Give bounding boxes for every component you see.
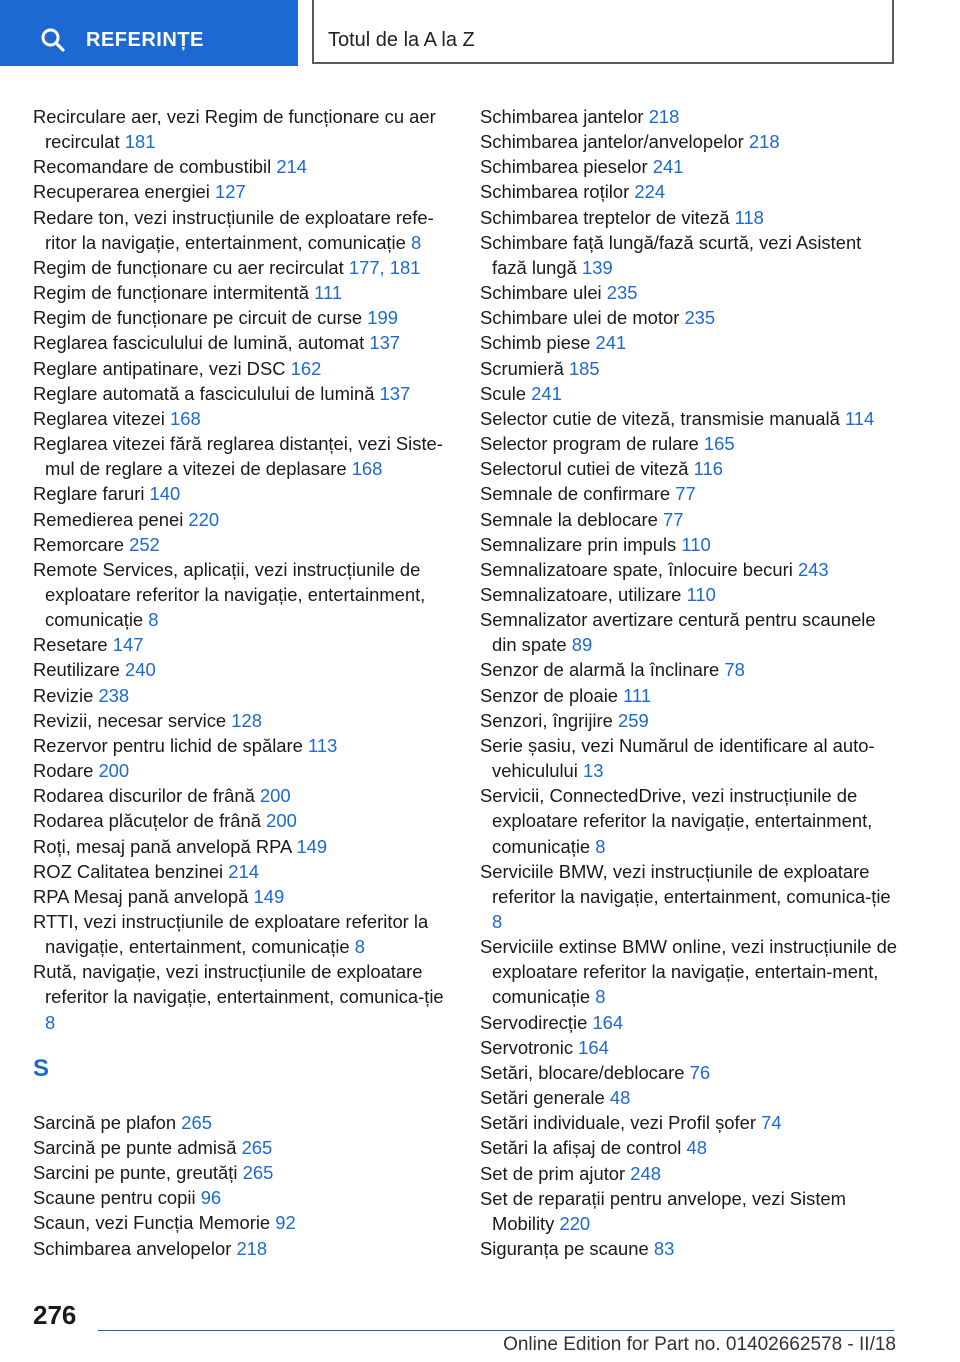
entry-term: Reglarea vitezei (33, 407, 165, 429)
index-entry (33, 305, 458, 330)
page-reference-link[interactable]: 164 (578, 1036, 609, 1058)
entry-term: Servicii, ConnectedDrive, vezi instrucțiunile de exploatare referitor la navigație, entertainment, comunicație (480, 785, 873, 857)
page-reference-link[interactable]: 8 (354, 936, 365, 958)
entry-term: Selector cutie de viteză, transmisie manuală (480, 407, 840, 429)
page-reference-link[interactable]: 164 (592, 1011, 624, 1033)
entry-term: Redare ton, vezi instrucțiunile de exploatare refe-ritor la navigație, entertainment, comunicație (33, 206, 434, 253)
index-entry (33, 381, 458, 406)
entry-term: Regim de funcționare pe circuit de curse (33, 307, 363, 329)
index-entry (33, 834, 458, 859)
index-entry (33, 431, 458, 481)
entry-term: Reglare faruri (33, 483, 145, 505)
index-entry (480, 859, 900, 934)
index-entry (480, 381, 900, 406)
entry-term: Siguranța pe scaune (480, 1238, 649, 1260)
index-entry (480, 683, 900, 708)
page-reference-link[interactable]: 114 (844, 407, 875, 429)
entry-term: Schimbare ulei de motor (480, 307, 680, 329)
page-reference-link[interactable]: 127 (215, 181, 246, 203)
index-entry (480, 657, 900, 682)
entry-term: Setări la afișaj de control (480, 1137, 682, 1159)
index-entry (480, 154, 900, 179)
page-reference-link[interactable]: 200 (266, 810, 297, 832)
entry-term: Rezervor pentru lichid de spălare (33, 734, 303, 756)
entry-term: Recomandare de combustibil (33, 156, 272, 178)
entry-term: Semnalizator avertizare centură pentru scaunele din spate (480, 609, 876, 656)
page-reference-link[interactable]: 48 (686, 1137, 707, 1159)
entry-term: Serviciile BMW, vezi instrucțiunile de exploatare referitor la navigație, entertainment, comunica-ție (480, 860, 891, 907)
entry-term: Reglarea fasciculului de lumină, automat (33, 332, 365, 354)
edition-note: Online Edition for Part no. 01402662578 - II/18 (503, 1334, 896, 1355)
header (0, 0, 960, 66)
index-entry (480, 1236, 900, 1261)
index-entry (33, 683, 458, 708)
index-entry (33, 1185, 458, 1210)
entry-term: Rodare (33, 760, 94, 782)
entry-term: Recirculare aer, vezi Regim de funcționare cu aer recirculat (33, 106, 436, 153)
page-reference-link[interactable]: 200 (259, 785, 291, 807)
entry-term: Schimbarea jantelor/anvelopelor (480, 131, 744, 153)
entry-term: Scaun, vezi Funcția Memorie (33, 1212, 271, 1234)
page-reference-link[interactable]: 13 (583, 760, 604, 782)
index-entry (33, 255, 458, 280)
entry-term: Schimbare ulei (480, 282, 602, 304)
entry-term: Rodarea discurilor de frână (33, 785, 255, 807)
entry-term: Semnalizare prin impuls (480, 533, 677, 555)
page-reference-link[interactable]: 243 (797, 558, 829, 580)
index-entry (480, 1161, 900, 1186)
index-entry (480, 532, 900, 557)
index-entry (480, 1010, 900, 1035)
index-column-left (33, 104, 458, 1261)
page-reference-link[interactable]: 181 (124, 131, 156, 153)
page-reference-link[interactable]: 259 (618, 709, 649, 731)
entries-s (33, 1110, 458, 1261)
page-number: 276 (33, 1300, 77, 1330)
entry-term: Reutilizare (33, 659, 120, 681)
page-reference-link[interactable]: 110 (686, 583, 716, 605)
index-entry (480, 733, 900, 783)
index-entry (480, 1186, 900, 1236)
page-reference-link[interactable]: 235 (606, 282, 638, 304)
index-entry (33, 1236, 458, 1261)
index-entry (33, 205, 458, 255)
page-reference-link[interactable]: 8 (45, 1011, 56, 1033)
entry-term: Scaune pentru copii (33, 1187, 196, 1209)
index-entry (33, 179, 458, 204)
index-entry (33, 406, 458, 431)
index-entry (480, 179, 900, 204)
page-reference-link[interactable]: 111 (623, 684, 652, 706)
entry-term: Schimbare față lungă/fază scurtă, vezi Asistent fază lungă (480, 231, 862, 278)
entry-term: Senzor de ploaie (480, 684, 619, 706)
page-reference-link[interactable]: 48 (609, 1087, 631, 1109)
entry-term: Setări individuale, vezi Profil șofer (480, 1112, 756, 1134)
entry-term: Reglarea vitezei fără reglarea distanței, vezi Siste-mul de reglare a vitezei de deplasare (33, 433, 443, 480)
page-reference-link[interactable]: 165 (703, 433, 735, 455)
index-entry (33, 356, 458, 381)
page-reference-link[interactable]: 137 (379, 382, 411, 404)
entry-term: Senzor de alarmă la înclinare (480, 659, 720, 681)
entry-term: Senzori, îngrijire (480, 709, 613, 731)
entry-term: Regim de funcționare cu aer recirculat (33, 256, 344, 278)
index-entry (480, 557, 900, 582)
entry-term: Sarcină pe plafon (33, 1111, 177, 1133)
page-reference-link[interactable]: 185 (568, 357, 600, 379)
entry-term: ROZ Calitatea benzinei (33, 860, 224, 882)
page-reference-link[interactable]: 252 (129, 533, 160, 555)
index-entry (480, 708, 900, 733)
entry-term: Semnalizatoare, utilizare (480, 583, 682, 605)
entries-r (33, 104, 458, 1035)
entry-term: Recuperarea energiei (33, 181, 210, 203)
index-entry (33, 104, 458, 154)
page-reference-link[interactable]: 89 (571, 634, 593, 656)
index-entry (480, 356, 900, 381)
index-entry (480, 104, 900, 129)
entry-term: RPA Mesaj pană anvelopă (33, 885, 249, 907)
index-entry (33, 783, 458, 808)
index-entry (33, 859, 458, 884)
page-reference-link[interactable]: 238 (98, 684, 130, 706)
page-reference-link[interactable]: 8 (410, 231, 422, 253)
entry-term: Revizii, necesar service (33, 709, 227, 731)
page-reference-link[interactable]: 218 (648, 106, 680, 127)
entry-term: Set de prim ajutor (480, 1162, 626, 1184)
index-entry (480, 230, 900, 280)
index-entry (480, 305, 900, 330)
page-reference-link[interactable]: 265 (241, 1136, 273, 1158)
entry-term: Schimbarea jantelor (480, 106, 644, 127)
index-entry (480, 481, 900, 506)
index-entry (33, 1160, 458, 1185)
index-entry (480, 507, 900, 532)
page-reference-link[interactable]: 199 (367, 307, 398, 329)
entry-term: Schimbarea anvelopelor (33, 1237, 232, 1259)
entry-term: Schimbarea roților (480, 181, 630, 203)
index-entry (480, 934, 900, 1009)
page-reference-link[interactable]: 96 (200, 1187, 222, 1209)
index-entry (480, 1060, 900, 1085)
page-reference-link[interactable]: 83 (653, 1238, 675, 1260)
index-entry (480, 1135, 900, 1160)
index-entry (33, 884, 458, 909)
entry-term: Selector program de rulare (480, 433, 699, 455)
entry-term: Setări generale (480, 1087, 605, 1109)
page-reference-link[interactable]: 147 (112, 634, 144, 656)
page-reference-link[interactable]: 8 (595, 986, 606, 1008)
index-entry (33, 557, 458, 632)
page-reference-link[interactable]: 200 (98, 760, 130, 782)
entry-term: Serviciile extinse BMW online, vezi instrucțiunile de exploatare referitor la navigație, entertain-ment, comunicație (480, 936, 898, 1008)
index-entry (480, 431, 900, 456)
page-reference-link[interactable]: 140 (149, 483, 181, 505)
page-reference-link[interactable]: 224 (634, 181, 666, 203)
index-entry (480, 1110, 900, 1135)
entry-term: Semnalizatoare spate, înlocuire becuri (480, 558, 793, 580)
page-reference-link[interactable]: 168 (351, 458, 383, 480)
entry-term: Sarcini pe punte, greutăți (33, 1162, 238, 1184)
page-reference-link[interactable]: 77 (675, 483, 696, 505)
entry-term: Selectorul cutiei de viteză (480, 458, 689, 480)
page-reference-link[interactable]: 139 (582, 256, 613, 278)
page-reference-link[interactable]: 116 (693, 458, 723, 480)
search-icon (40, 27, 66, 53)
page-reference-link[interactable]: 149 (296, 835, 328, 857)
entry-term: Schimbarea pieselor (480, 156, 648, 178)
page-reference-link[interactable]: 241 (595, 332, 627, 354)
page-reference-link[interactable]: 265 (181, 1111, 212, 1133)
index-entry (33, 909, 458, 959)
tab-a-to-z[interactable] (312, 0, 894, 64)
index-entry (33, 1135, 458, 1160)
entry-term: Remorcare (33, 533, 124, 555)
page-reference-link[interactable]: 265 (242, 1162, 274, 1184)
page-reference-link[interactable]: 111 (314, 282, 343, 304)
page-reference-link[interactable]: 113 (308, 734, 338, 756)
page-reference-link[interactable]: 177, 181 (348, 256, 421, 278)
section-letter: S (33, 1054, 50, 1082)
index-entry (480, 205, 900, 230)
page-reference-link[interactable]: 118 (734, 206, 764, 228)
entry-term: Regim de funcționare intermitentă (33, 282, 310, 304)
tab-references[interactable] (0, 0, 298, 66)
page-reference-link[interactable]: 137 (369, 332, 401, 354)
index-entry (480, 129, 900, 154)
page-reference-link[interactable]: 78 (724, 659, 745, 681)
tab-references-label: REFERINȚE (86, 29, 204, 51)
page-reference-link[interactable]: 8 (492, 911, 503, 932)
index-entry (33, 1210, 458, 1235)
page-reference-link[interactable]: 241 (652, 156, 684, 178)
page-reference-link[interactable]: 92 (275, 1212, 296, 1234)
page-reference-link[interactable]: 240 (125, 659, 156, 681)
entry-term: Revizie (33, 684, 94, 706)
page-reference-link[interactable]: 110 (681, 533, 711, 555)
entry-term: Setări, blocare/deblocare (480, 1061, 685, 1083)
page-reference-link[interactable]: 214 (228, 860, 259, 882)
entry-term: Servodirecție (480, 1011, 588, 1033)
entry-term: Semnale la deblocare (480, 508, 658, 530)
index-entry (33, 507, 458, 532)
page-reference-link[interactable]: 8 (148, 609, 159, 631)
entry-term: RTTI, vezi instrucțiunile de exploatare referitor la navigație, entertainment, comunicație (33, 911, 429, 958)
entry-term: Remote Services, aplicații, vezi instrucțiunile de exploatare referitor la navigație, entertainment, comunicație (33, 558, 426, 631)
index-entry (480, 280, 900, 305)
index-entry (480, 1035, 900, 1060)
index-entry (480, 406, 900, 431)
entry-term: Sarcină pe punte admisă (33, 1136, 237, 1158)
entry-term: Rodarea plăcuțelor de frână (33, 810, 261, 832)
entry-term: Scrumieră (480, 357, 564, 379)
page-reference-link[interactable]: 77 (663, 508, 684, 530)
entry-term: Servotronic (480, 1036, 574, 1058)
entry-term: Schimb piese (480, 332, 591, 354)
index-column-right (480, 104, 900, 1261)
page-reference-link[interactable]: 162 (290, 357, 322, 379)
tab-a-to-z-label: Totul de la A la Z (328, 29, 475, 51)
entry-term: Serie șasiu, vezi Numărul de identificare al auto-vehiculului (480, 734, 875, 782)
index-entry (480, 582, 900, 607)
index-entry (480, 783, 900, 858)
index-entry (480, 456, 900, 481)
index-entry (33, 532, 458, 557)
index-entry (33, 733, 458, 758)
page-reference-link[interactable]: 128 (231, 709, 262, 731)
index-entry (33, 632, 458, 657)
index-entry (33, 758, 458, 783)
index-entry (33, 481, 458, 506)
entry-term: Set de reparații pentru anvelope, vezi Sistem Mobility (480, 1187, 846, 1234)
entry-term: Semnale de confirmare (480, 483, 671, 505)
page-reference-link[interactable]: 8 (595, 835, 606, 857)
page-reference-link[interactable]: 241 (531, 382, 562, 404)
page-reference-link[interactable]: 76 (689, 1061, 711, 1083)
entry-term: Schimbarea treptelor de viteză (480, 206, 730, 228)
footer-divider (98, 1330, 894, 1331)
entry-term: Resetare (33, 634, 108, 656)
page-reference-link[interactable]: 220 (188, 508, 220, 530)
entry-term: Roți, mesaj pană anvelopă RPA (33, 835, 292, 857)
index-entry (33, 1110, 458, 1135)
index-entry (33, 280, 458, 305)
page-reference-link[interactable]: 149 (253, 885, 285, 907)
entry-term: Scule (480, 382, 527, 404)
entry-term: Reglare automată a fasciculului de lumină (33, 382, 375, 404)
index-entry (480, 607, 900, 657)
page-reference-link[interactable]: 218 (748, 131, 780, 153)
page-reference-link[interactable]: 248 (630, 1162, 661, 1184)
page-reference-link[interactable]: 214 (276, 156, 307, 178)
page-reference-link[interactable]: 168 (170, 407, 201, 429)
entry-term: Remedierea penei (33, 508, 184, 530)
index-entry (33, 330, 458, 355)
page-reference-link[interactable]: 218 (236, 1237, 268, 1259)
index-entry (33, 808, 458, 833)
page-reference-link[interactable]: 74 (761, 1112, 782, 1134)
entry-term: Reglare antipatinare, vezi DSC (33, 357, 286, 379)
index-entry (33, 708, 458, 733)
page-reference-link[interactable]: 235 (684, 307, 716, 329)
index-entry (480, 330, 900, 355)
entries-right (480, 104, 900, 1261)
index-entry (33, 657, 458, 682)
index-entry (33, 154, 458, 179)
page-reference-link[interactable]: 220 (559, 1212, 591, 1234)
entry-term: Rută, navigație, vezi instrucțiunile de exploatare referitor la navigație, entertainment, comunica-ție (33, 961, 444, 1008)
index-entry (480, 1085, 900, 1110)
index-entry (33, 959, 458, 1034)
